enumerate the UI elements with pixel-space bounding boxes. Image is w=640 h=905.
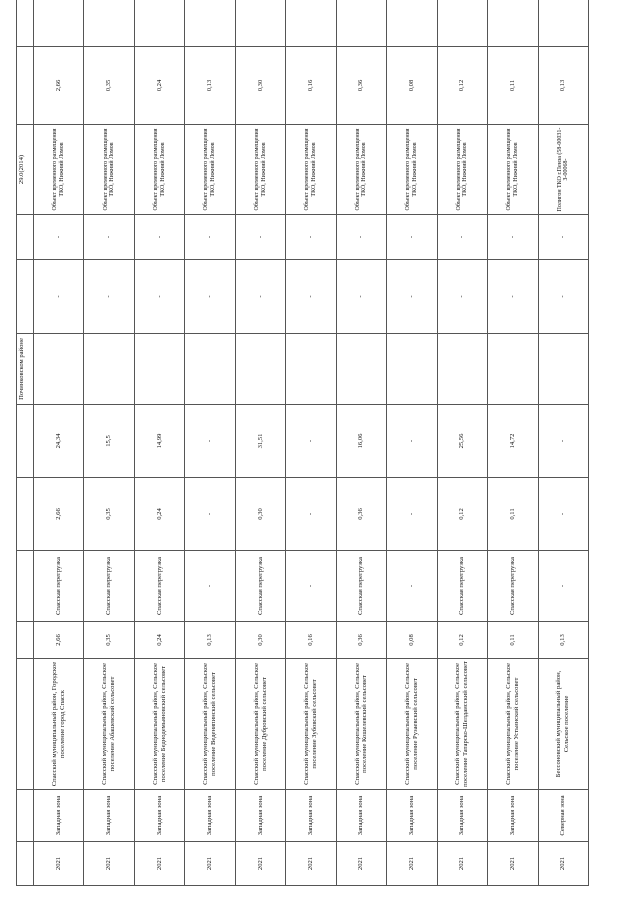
object-cell: Объект временного размещения ТКО, Нижний Ломов xyxy=(286,125,336,215)
distance-cell: 25,56 xyxy=(437,405,487,478)
percent-cell xyxy=(538,0,588,47)
table-row xyxy=(34,0,84,886)
distance-cell: 24,34 xyxy=(34,405,84,478)
empty-cell xyxy=(134,334,184,405)
dash-cell: - xyxy=(235,260,285,334)
year-cell: 2021 xyxy=(134,842,184,886)
distance-cell: - xyxy=(185,405,235,478)
percent-cell xyxy=(488,0,538,47)
object-cell: Объект временного размещения ТКО, Нижний Ломов xyxy=(185,125,235,215)
table-row xyxy=(286,0,336,886)
site-cell: - xyxy=(185,551,235,622)
dash-cell: - xyxy=(84,215,134,260)
dash-cell: - xyxy=(437,215,487,260)
value-cell: 0,35 xyxy=(84,478,134,551)
table-row xyxy=(134,0,184,886)
dash-cell: - xyxy=(387,260,437,334)
site-cell: - xyxy=(286,551,336,622)
dash-cell: - xyxy=(34,215,84,260)
distance-cell: - xyxy=(538,405,588,478)
dash-cell: - xyxy=(336,260,386,334)
value-cell: 2,66 xyxy=(34,47,84,125)
object-cell: Полигон ТКО г.Пенза (58-00031-З-00068- xyxy=(538,125,588,215)
dash-cell: - xyxy=(387,215,437,260)
percent-cell xyxy=(336,0,386,47)
municipality-cell: Спасский муниципальный район, Сельское поселение Беднодемьяновский сельсовет xyxy=(134,659,184,790)
year-cell: 2021 xyxy=(538,842,588,886)
year-cell: 2021 xyxy=(387,842,437,886)
year-cell: 2021 xyxy=(488,842,538,886)
header-cell xyxy=(17,551,34,622)
empty-cell xyxy=(437,334,487,405)
distance-cell: 15,5 xyxy=(84,405,134,478)
year-cell: 2021 xyxy=(286,842,336,886)
value-cell: 0,11 xyxy=(488,47,538,125)
header-cell xyxy=(17,842,34,886)
table-row xyxy=(387,0,437,886)
distance-cell: - xyxy=(286,405,336,478)
municipality-cell: Спасский муниципальный район, Городское поселение город Спасск xyxy=(34,659,84,790)
percent-cell xyxy=(235,0,285,47)
percent-cell xyxy=(387,0,437,47)
value-cell: 0,30 xyxy=(235,478,285,551)
header-cell xyxy=(17,478,34,551)
dash-cell: - xyxy=(336,215,386,260)
zone-cell: Северная зона xyxy=(538,790,588,842)
dash-cell: - xyxy=(235,215,285,260)
dash-cell: - xyxy=(437,260,487,334)
year-cell: 2021 xyxy=(235,842,285,886)
year-cell: 2021 xyxy=(84,842,134,886)
distance-cell: 14,72 xyxy=(488,405,538,478)
percent-cell xyxy=(34,0,84,47)
volume-cell: 0,13 xyxy=(185,622,235,659)
object-cell: Объект временного размещения ТКО, Нижний Ломов xyxy=(34,125,84,215)
dash-cell: - xyxy=(185,260,235,334)
municipality-cell: Спасский муниципальный район, Сельское поселение Зубовский сельсовет xyxy=(286,659,336,790)
volume-cell: 0,08 xyxy=(387,622,437,659)
municipality-cell: Спасский муниципальный район, Сельское поселение Устьинский сельсовет xyxy=(488,659,538,790)
site-cell: Спасская перегрузка xyxy=(437,551,487,622)
header-cell xyxy=(17,405,34,478)
dash-cell: - xyxy=(134,215,184,260)
percent-cell xyxy=(286,0,336,47)
table-row xyxy=(437,0,487,886)
municipality-cell: Спасский муниципальный район, Сельское поселение Татарско-Шелдаисский сельсовет xyxy=(437,659,487,790)
value-cell: 0,36 xyxy=(336,478,386,551)
zone-cell: Западная зона xyxy=(286,790,336,842)
table-row xyxy=(488,0,538,886)
value-cell: 0,12 xyxy=(437,47,487,125)
dash-cell: - xyxy=(538,215,588,260)
percent-cell xyxy=(437,0,487,47)
header-cell xyxy=(17,0,34,47)
dash-cell: - xyxy=(538,260,588,334)
empty-cell xyxy=(538,334,588,405)
site-cell: Спасская перегрузка xyxy=(84,551,134,622)
header-doc-cell: 29.0(2014) xyxy=(17,125,34,215)
percent-cell xyxy=(84,0,134,47)
municipality-cell: Спасский муниципальный район, Сельское поселение Рузаевский сельсовет xyxy=(387,659,437,790)
empty-cell xyxy=(34,334,84,405)
value-cell: 0,30 xyxy=(235,47,285,125)
table-header-row xyxy=(17,0,34,886)
volume-cell: 0,16 xyxy=(286,622,336,659)
value-cell: - xyxy=(538,478,588,551)
volume-cell: 0,13 xyxy=(538,622,588,659)
zone-cell: Западная зона xyxy=(84,790,134,842)
site-cell: - xyxy=(387,551,437,622)
site-cell: Спасская перегрузка xyxy=(134,551,184,622)
volume-cell: 0,12 xyxy=(437,622,487,659)
zone-cell: Западная зона xyxy=(387,790,437,842)
header-cell xyxy=(17,260,34,334)
dash-cell: - xyxy=(488,260,538,334)
volume-cell: 0,24 xyxy=(134,622,184,659)
zone-cell: Западная зона xyxy=(134,790,184,842)
object-cell: Объект временного размещения ТКО, Нижний Ломов xyxy=(488,125,538,215)
header-cell xyxy=(17,622,34,659)
value-cell: - xyxy=(387,478,437,551)
value-cell: - xyxy=(286,478,336,551)
empty-cell xyxy=(235,334,285,405)
municipality-cell: Спасский муниципальный район, Сельское поселение Дубровский сельсовет xyxy=(235,659,285,790)
empty-cell xyxy=(387,334,437,405)
empty-cell xyxy=(84,334,134,405)
header-cell xyxy=(17,790,34,842)
header-cell xyxy=(17,47,34,125)
year-cell: 2021 xyxy=(185,842,235,886)
value-cell: 0,08 xyxy=(387,47,437,125)
value-cell: 0,11 xyxy=(488,478,538,551)
distance-cell: - xyxy=(387,405,437,478)
table-row xyxy=(538,0,588,886)
dash-cell: - xyxy=(286,260,336,334)
dash-cell: - xyxy=(185,215,235,260)
object-cell: Объект временного размещения ТКО, Нижний Ломов xyxy=(134,125,184,215)
zone-cell: Западная зона xyxy=(235,790,285,842)
object-cell: Объект временного размещения ТКО, Нижний Ломов xyxy=(336,125,386,215)
municipality-cell: Бессоновский муниципальный район, Сельское поселение xyxy=(538,659,588,790)
value-cell: 0,36 xyxy=(336,47,386,125)
dash-cell: - xyxy=(134,260,184,334)
year-cell: 2021 xyxy=(437,842,487,886)
value-cell: 0,24 xyxy=(134,47,184,125)
site-cell: Спасская перегрузка xyxy=(336,551,386,622)
object-cell: Объект временного размещения ТКО, Нижний Ломов xyxy=(84,125,134,215)
table-row xyxy=(336,0,386,886)
dash-cell: - xyxy=(84,260,134,334)
empty-cell xyxy=(488,334,538,405)
distance-cell: 31,51 xyxy=(235,405,285,478)
header-cell xyxy=(17,659,34,790)
municipality-cell: Спасский муниципальный район, Сельское поселение Веденяпинский сельсовет xyxy=(185,659,235,790)
header-district-cell: Починковском районе xyxy=(17,334,34,405)
volume-cell: 0,35 xyxy=(84,622,134,659)
municipality-cell: Спасский муниципальный район, Сельское поселение Абашевский сельсовет xyxy=(84,659,134,790)
volume-cell: 2,66 xyxy=(34,622,84,659)
municipality-cell: Спасский муниципальный район, Сельское поселение Кошелевский сельсовет xyxy=(336,659,386,790)
dash-cell: - xyxy=(286,215,336,260)
table-row xyxy=(235,0,285,886)
distance-cell: 14,99 xyxy=(134,405,184,478)
header-cell xyxy=(17,215,34,260)
value-cell: 0,16 xyxy=(286,47,336,125)
dash-cell: - xyxy=(34,260,84,334)
year-cell: 2021 xyxy=(336,842,386,886)
year-cell: 2021 xyxy=(34,842,84,886)
value-cell: 0,24 xyxy=(134,478,184,551)
site-cell: - xyxy=(538,551,588,622)
value-cell: 0,13 xyxy=(538,47,588,125)
empty-cell xyxy=(336,334,386,405)
volume-cell: 0,30 xyxy=(235,622,285,659)
value-cell: 0,13 xyxy=(185,47,235,125)
site-cell: Спасская перегрузка xyxy=(34,551,84,622)
value-cell: 0,35 xyxy=(84,47,134,125)
object-cell: Объект временного размещения ТКО, Нижний Ломов xyxy=(235,125,285,215)
value-cell: - xyxy=(185,478,235,551)
object-cell: Объект временного размещения ТКО, Нижний Ломов xyxy=(387,125,437,215)
waste-flow-table xyxy=(16,0,589,886)
object-cell: Объект временного размещения ТКО, Нижний Ломов xyxy=(437,125,487,215)
distance-cell: 16,06 xyxy=(336,405,386,478)
table-row xyxy=(185,0,235,886)
value-cell: 2,66 xyxy=(34,478,84,551)
zone-cell: Западная зона xyxy=(437,790,487,842)
zone-cell: Западная зона xyxy=(185,790,235,842)
zone-cell: Западная зона xyxy=(488,790,538,842)
zone-cell: Западная зона xyxy=(34,790,84,842)
volume-cell: 0,36 xyxy=(336,622,386,659)
empty-cell xyxy=(185,334,235,405)
table-row xyxy=(84,0,134,886)
site-cell: Спасская перегрузка xyxy=(235,551,285,622)
value-cell: 0,12 xyxy=(437,478,487,551)
zone-cell: Западная зона xyxy=(336,790,386,842)
percent-cell xyxy=(134,0,184,47)
dash-cell: - xyxy=(488,215,538,260)
site-cell: Спасская перегрузка xyxy=(488,551,538,622)
empty-cell xyxy=(286,334,336,405)
volume-cell: 0,11 xyxy=(488,622,538,659)
percent-cell xyxy=(185,0,235,47)
